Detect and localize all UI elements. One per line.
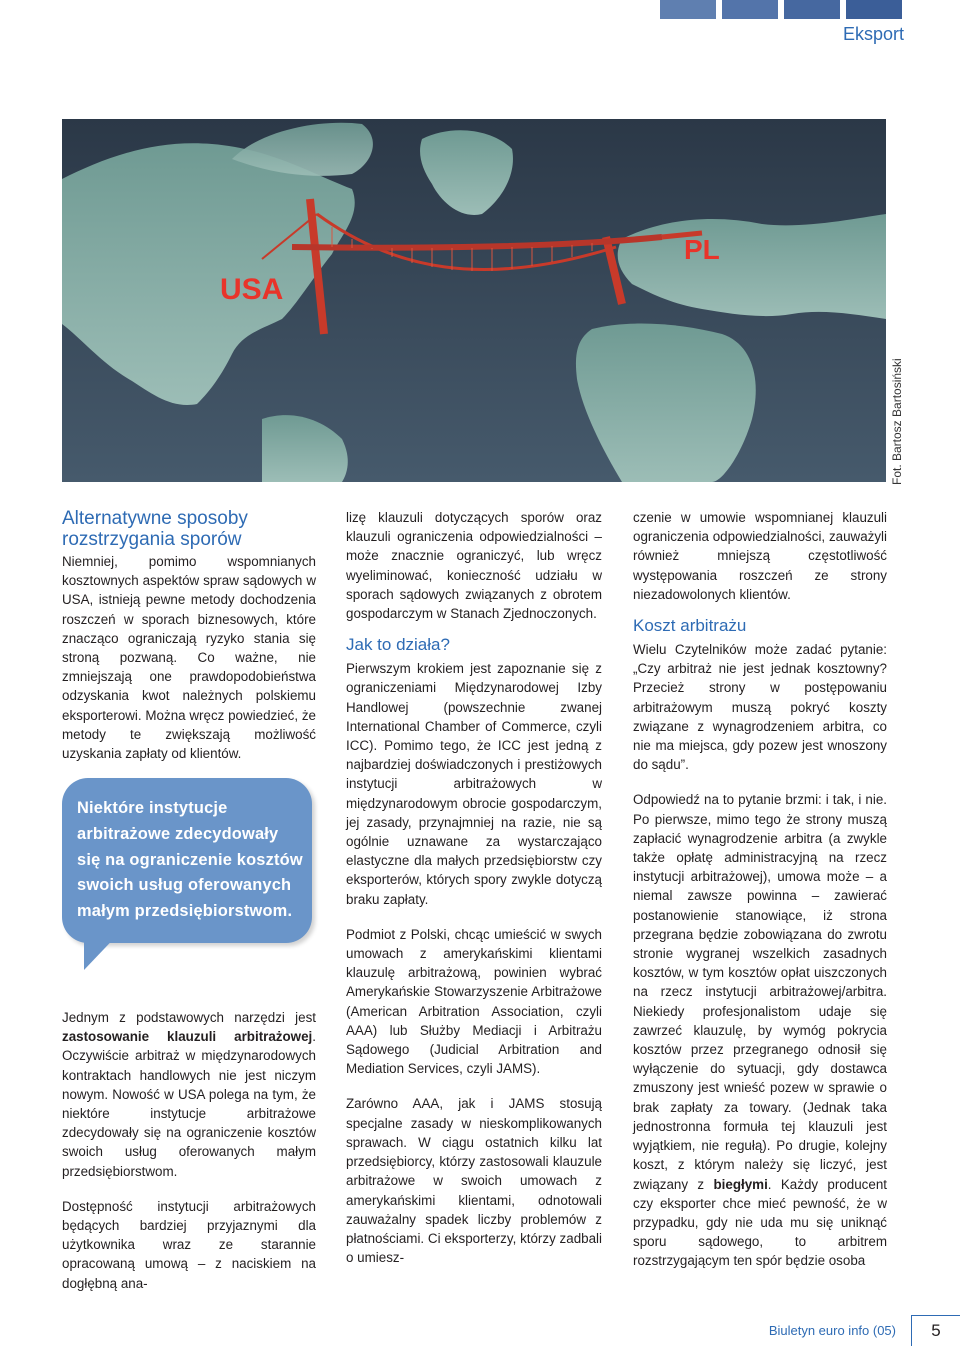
column-3 (633, 508, 887, 1271)
paragraph: lizę klauzuli dotyczących sporów oraz klauzuli ograniczenia odpowiedzialności – może znacznie ograniczyć, lub wręcz wyeliminować, konieczność udziału w sporach sądowych związanych z obrotem gospodarczym w Stanach Zjednoczonych. (346, 510, 602, 622)
header-decor-square (784, 0, 840, 19)
paragraph: czenie w umowie wspomnianej klauzuli ograniczenia odpowiedzialności, zauważyli również mniejszą częstotliwość występowania roszczeń ze strony niezadowolonych klientów. (633, 510, 887, 602)
paragraph: Wielu Czytelników może zadać pytanie: „Czy arbitraż nie jest jednak kosztowny? Przecież strony w postępowaniu arbitrażowym muszą pokryć koszty związane z wynagrodzeniem arbitra, co nie ma miejsca, gdy pozew jest wnoszony do sądu”. (633, 642, 887, 773)
bold-phrase: zastosowanie klauzuli arbitrażowej (62, 1029, 313, 1045)
pull-quote-bubble (62, 778, 312, 943)
section-title: Eksport (842, 24, 904, 44)
header-decor-square (660, 0, 716, 19)
photo-credit: Fot. Bartosz Bartosiński (890, 358, 904, 485)
header-decor-square (846, 0, 902, 19)
column-2 (346, 508, 602, 1267)
paragraph: Jednym z podstawowych narzędzi jest zastosowanie klauzuli arbitrażowej. Oczywiście arbitraż w międzynarodowych kontraktach handlowych nie jest niczym nowym. Nowość w USA polega na tym, że niektóre instytucje arbitrażowe zdecydowały się na ograniczenie kosztów swoich usług oferowanych małym przedsiębiorstwom. (62, 1010, 316, 1179)
paragraph: Dostępność instytucji arbitrażowych będących bardziej przyjaznymi dla użytkownika wraz ze starannie opracowaną umową – z naciskiem na dogłębną ana- (62, 1198, 316, 1291)
pl-label: PL (684, 234, 720, 265)
paragraph: Odpowiedź na to pytanie brzmi: i tak, i nie. Po pierwsze, mimo tego że strony muszą zapłacić wynagrodzenie arbitra (a zwykle także opłatę administracyjną na rzecz instytucji arbitrażowej), umowa może – a niemal zawsze powinna – zawierać postanowienie stanowiące, iż strona przegrana będzie zobowiązana do zwrotu stronie wygranej wszelkich zasadnych kosztów, w tym kosztów opłat uiszczonych na rzecz instytucji arbitrażowej/arbitra. Niekiedy profesjonalistom udaje się zawrzeć klauzulę, by wymóg pokrycia kosztów przez przegranego odnosił się wyłączenie do sytuacji, gdy dostawca zmuszony jest wnieść pozew w sprawie o brak zapłaty za towary. (Jednak taka jednostronna formuła tej klauzuli jest wyjątkiem, nie regułą). Po drugie, kolejny koszt, z którym należy się liczyć, jest związany z biegłymi. Każdy producent czy eksporter chce mieć pewność, że w przypadku, gdy nie uda mu się uniknąć sporu sądowego, to arbitrem rozstrzygającym ten spór będzie osoba (633, 792, 887, 1269)
page-number: 5 (911, 1315, 960, 1346)
map-bridge-photo (62, 119, 886, 482)
column-1-lower (62, 1008, 316, 1293)
speech-bubble-tail-icon (80, 928, 140, 973)
publication-footer: Biuletyn euro info (05) (768, 1323, 896, 1338)
bold-phrase: biegłymi (713, 1176, 768, 1192)
column-1 (62, 508, 316, 763)
header-decor-square (722, 0, 778, 19)
paragraph: Zarówno AAA, jak i JAMS stosują specjalne zasady w nieskomplikowanych sprawach. W ciągu ostatnich kilku lat przedsiębiorcy, którzy zastosowali klauzule arbitrażowe w swoich umowach z amerykańskimi klientami, odnotowali zauważalny spadek liczby problemów z płatnościami. Ci eksporterzy, którzy zadbali o umiesz- (346, 1096, 602, 1266)
pull-quote-text: Niektóre instytucje arbitrażowe zdecydowały się na ograniczenie kosztów swoich usług oferowanych małym przedsiębiorstwom. (77, 799, 303, 921)
subheading: Jak to działa? (346, 635, 450, 655)
usa-label: USA (220, 273, 284, 306)
paragraph: Niemniej, pomimo wspomnianych kosztownych aspektów spraw sądowych w USA, istnieją pewne metody dochodzenia roszczeń w sporach biznesowych, które znacząco ograniczają ryzyko stania się stroną pozwaną. Co ważne, nie zmniejszają one prawdopodobieństwa odzyskania kwot należnych polskiemu eksporterowi. Można wręcz powiedzieć, że metody te zwiększają możliwość uzyskania zapłaty od klientów. (62, 554, 316, 762)
article-heading: Alternatywne sposoby rozstrzygania sporów (62, 508, 248, 550)
paragraph: Pierwszym krokiem jest zapoznanie się z ograniczeniami Międzynarodowej Izby Handlowej (powszechnie zwanej International Chamber of Commerce, czyli ICC). Pomimo tego, że ICC jest jedną z najbardziej doświadczonych i prestiżowych instytucji arbitrażowych w międzynarodowym obrocie gospodarczym, jej zasady, przynajmniej na razie, nie są ogólnie uznawane za wystarczająco elastyczne dla małych przedsiębiorstw czy eksporterów, których spory zwykle dotyczą braku zapłaty. (346, 661, 602, 907)
paragraph: Podmiot z Polski, chcąc umieścić w swych umowach z amerykańskimi klientami klauzulę arbitrażową, powinien wybrać Amerykańskie Stowarzyszenie Arbitrażowe (American Arbitration Association, czyli AAA) lub Służby Mediacji i Arbitrażu Sądowego (Judicial Arbitration and Mediation Services, czyli JAMS). (346, 926, 602, 1077)
subheading: Koszt arbitrażu (633, 616, 747, 636)
